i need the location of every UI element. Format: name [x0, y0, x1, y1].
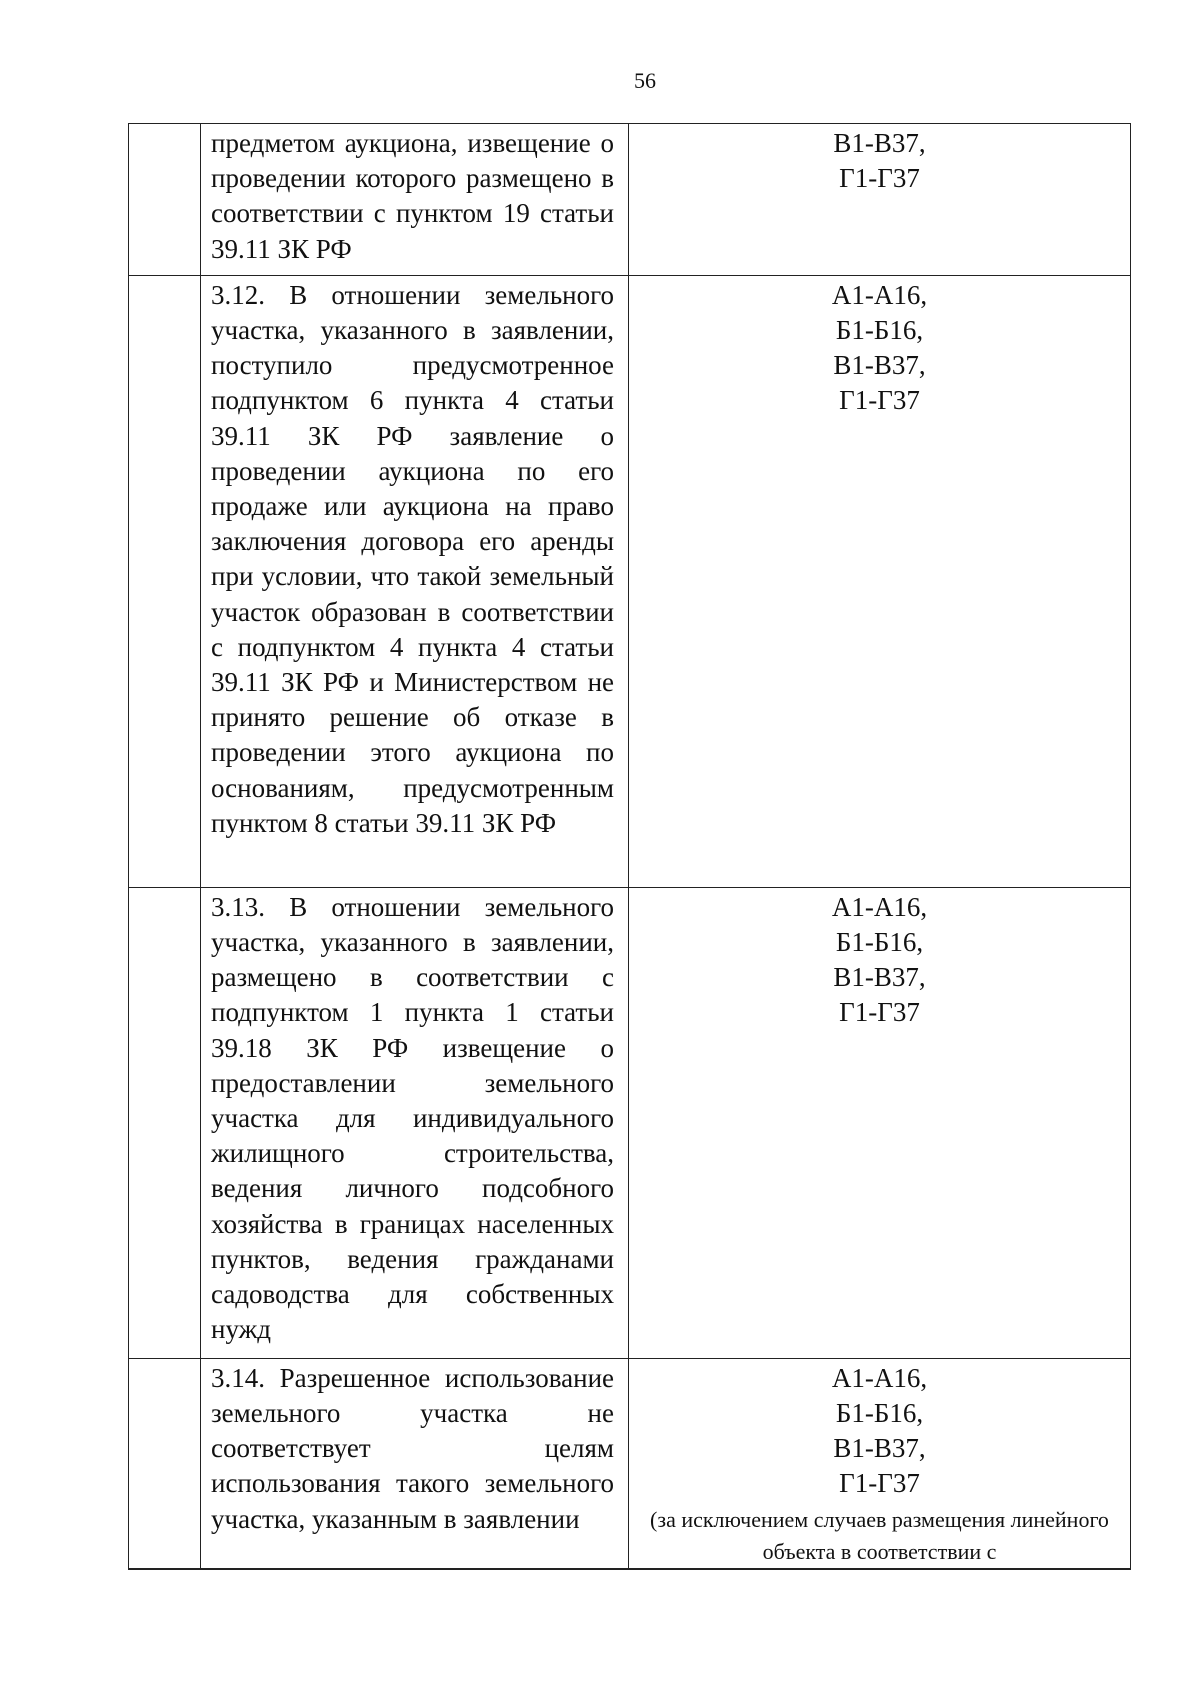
- ground-text-cell: [201, 124, 629, 276]
- page-number: 56: [634, 68, 656, 93]
- code-range: Г1-Г37: [839, 385, 920, 416]
- code-range: Б1-Б16,: [835, 315, 924, 346]
- code-range: В1-В37,: [833, 962, 926, 993]
- number-cell: [129, 124, 201, 276]
- codes-cell: [629, 275, 1131, 887]
- code-range: В1-В37,: [833, 1433, 926, 1464]
- table-row: [129, 275, 1131, 887]
- ground-text-cell: [201, 1358, 629, 1568]
- code-range: А1-А16,: [831, 279, 928, 310]
- codes-cell: [629, 124, 1131, 276]
- code-range: А1-А16,: [831, 1362, 928, 1393]
- codes-cell: [629, 1358, 1131, 1568]
- ground-text: 3.14. Разрешенное использование земельного участка не соответствует целям использования такого земельного участка, указанным в заявлении: [211, 1362, 614, 1534]
- codes-note: (за исключением случаев размещения линейного объекта в соответствии с: [650, 1506, 1109, 1564]
- number-cell: [129, 887, 201, 1358]
- table-row: [129, 887, 1131, 1358]
- code-range: А1-А16,: [831, 891, 928, 922]
- number-cell: [129, 275, 201, 887]
- table-row: [129, 1358, 1131, 1568]
- code-range: В1-В37,: [833, 350, 926, 381]
- table-row: [129, 124, 1131, 276]
- code-range: Г1-Г37: [839, 1468, 920, 1499]
- ground-text-cell: [201, 887, 629, 1358]
- code-range: Б1-Б16,: [835, 927, 924, 958]
- codes-cell: [629, 887, 1131, 1358]
- code-range: В1-В37,: [833, 128, 926, 158]
- code-range: Г1-Г37: [839, 163, 920, 194]
- number-cell: [129, 1358, 201, 1568]
- ground-text: 3.12. В отношении земельного участка, указанного в заявлении, поступило предусмотренное подпунктом 6 пункта 4 статьи 39.11 ЗК РФ заявление о проведении аукциона по его продаже или аукциона на право заключения договора его аренды при условии, что такой земельный участок образован в соответствии с подпунктом 4 пункта 4 статьи 39.11 ЗК РФ и Министерством не принято решение об отказе в проведении этого аукциона по основаниям, предусмотренным пунктом 8 статьи 39.11 ЗК РФ: [211, 279, 614, 838]
- ground-text-cell: [201, 275, 629, 887]
- code-range: Б1-Б16,: [835, 1398, 924, 1429]
- grounds-table: [128, 123, 1131, 1570]
- ground-text: предметом аукциона, извещение о проведении которого размещено в соответствии с пунктом 19 статьи 39.11 ЗК РФ: [211, 128, 614, 264]
- code-range: Г1-Г37: [839, 997, 920, 1028]
- ground-text: 3.13. В отношении земельного участка, указанного в заявлении, размещено в соответствии с подпунктом 1 пункта 1 статьи 39.18 ЗК РФ извещение о предоставлении земельного участка для индивидуального жилищного строительства, ведения личного подсобного хозяйства в границах населенных пунктов, ведения гражданами садоводства для собственных нужд: [211, 891, 614, 1345]
